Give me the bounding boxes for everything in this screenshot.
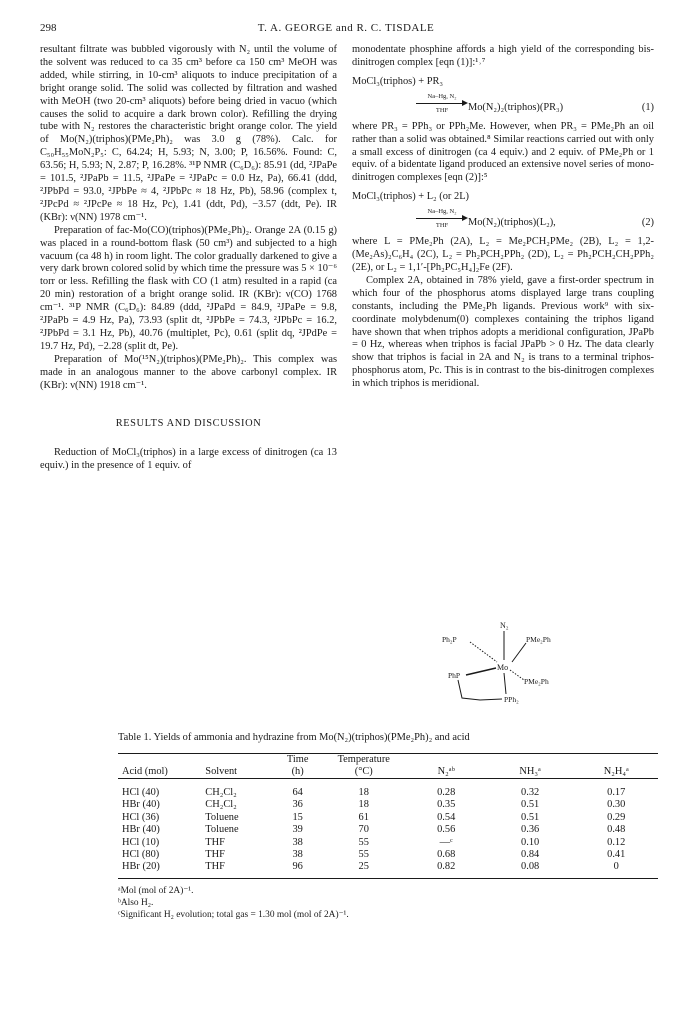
table-row	[118, 812, 658, 824]
table-header-row-1	[118, 754, 658, 767]
table-cell-n2: 0.35	[437, 799, 456, 811]
equation-1-conditions: Na–Hg, N₂	[427, 92, 457, 100]
table-cell-temp: 55	[358, 849, 369, 861]
equation-1-product: Mo(N₂)₂(triphos)(PR₃)	[468, 101, 564, 113]
col-header-n2h4: N₂H₄ᵃ	[603, 766, 629, 777]
equation-1-arrow	[416, 93, 468, 115]
table-cell-solvent: THF	[205, 849, 225, 861]
equation-2-product: Mo(N₂)(triphos)(L₂),	[468, 217, 556, 229]
col-header-solvent: Solvent	[205, 766, 238, 777]
table-cell-acid: HCl (10)	[122, 836, 160, 848]
table-cell-nh3: 0.32	[521, 787, 540, 798]
table-cell-n2h4: 0.17	[607, 787, 626, 798]
table-cell-n2: —ᶜ	[439, 836, 453, 848]
table-cell-temp: 25	[358, 861, 369, 873]
bond-mo-pph2	[504, 673, 506, 694]
table-body	[118, 787, 658, 874]
table-cell-time: 38	[292, 836, 303, 848]
table-cell-n2h4: 0.41	[607, 849, 626, 861]
table-cell-temp: 55	[358, 836, 369, 848]
label-pme2ph-right: PMe₂Ph	[524, 677, 549, 686]
paragraph-phosphine-reactions: where PR₃ = PPh₃ or PPh₂Me. However, when PR₃ = PMe₂Ph an oil rather than a solid was obtained.⁸ Similar reactions carried out with only a small excess of dinitrogen (ca 4 equiv.) and 2 equiv. of PMe₂Ph or 1 equiv. of a bidentate ligand produced an extensive novel series of mono-dinitrogen complexes [eqn (2)]:⁵	[352, 120, 654, 184]
col-header-temperature: Temperature	[337, 754, 390, 765]
table-cell-nh3: 0.10	[521, 836, 540, 848]
table-cell-temp: 18	[358, 799, 369, 811]
running-head-authors: T. A. GEORGE and R. C. TISDALE	[257, 22, 435, 34]
table-cell-nh3: 0.51	[521, 799, 540, 811]
label-mo: Mo	[497, 663, 509, 672]
table-row	[118, 849, 658, 861]
table-row	[118, 837, 658, 849]
table-cell-acid: HBr (40)	[122, 824, 160, 836]
table-cell-time: 38	[292, 849, 303, 861]
bond-mo-pme2ph-right	[510, 670, 524, 680]
table-cell-n2h4: 0.12	[607, 836, 626, 848]
col-header-nh3: NH₃ᵃ	[519, 766, 541, 777]
paragraph-ligand-definitions: where L = PMe₂Ph (2A), L₂ = Me₂PCH₂PMe₂ (2B), L₂ = 1,2-(Me₂As)₂C₆H₄ (2C), L₂ = Ph₂PCH₂PPh₂ (2D), L₂ = Ph₂PCH₂CH₂PPh₂ (2E), or L₂ = 1,1′-[Ph₂PC₅H₄]₂Fe (2F).	[352, 236, 654, 273]
label-pph2: PPh₂	[504, 695, 519, 704]
equation-2-number: (2)	[641, 217, 654, 229]
table-cell-solvent: Toluene	[205, 811, 239, 823]
table-cell-acid: HCl (40)	[122, 787, 160, 798]
table-cell-n2h4: 0.48	[607, 824, 626, 836]
table-cell-nh3: 0.84	[521, 849, 540, 861]
col-header-time: Time	[286, 754, 309, 765]
footnote-a: ᵃMol (mol of 2A)⁻¹.	[118, 885, 194, 896]
table-cell-acid: HCl (36)	[122, 811, 160, 823]
table-row	[118, 799, 658, 811]
equation-1-solvent: THF	[435, 106, 449, 114]
running-header	[40, 22, 652, 38]
equation-2-conditions: Na–Hg, N₂	[427, 208, 457, 216]
table-cell-n2h4: 0.29	[607, 811, 626, 823]
page-number: 298	[40, 22, 57, 34]
arrow-line	[416, 218, 464, 219]
table-cell-n2h4: 0.30	[607, 799, 626, 811]
table-cell-time: 36	[292, 799, 303, 811]
table-cell-temp: 18	[358, 787, 369, 798]
col-header-acid: Acid (mol)	[122, 766, 168, 777]
table-row	[118, 787, 658, 799]
left-column	[40, 44, 337, 473]
table-row	[118, 824, 658, 836]
table-cell-n2: 0.28	[437, 787, 456, 798]
paragraph-results-intro: Reduction of MoCl₃(triphos) in a large excess of dinitrogen (ca 13 equiv.) in the presence of 1 equiv. of	[40, 447, 337, 472]
equation-2-reactants: MoCl₃(triphos) + L₂ (or 2L)	[352, 191, 469, 203]
table-cell-temp: 61	[358, 811, 369, 823]
table-cell-n2: 0.54	[437, 811, 456, 823]
table-cell-solvent: THF	[205, 861, 225, 873]
molecular-structure-diagram	[440, 618, 570, 718]
table-cell-acid: HCl (80)	[122, 849, 160, 861]
col-header-time-unit: (h)	[291, 766, 304, 777]
table-cell-n2: 0.82	[437, 861, 456, 873]
equation-2	[352, 191, 654, 230]
paragraph-preparation-15n2: Preparation of Mo(¹⁵N₂)(triphos)(PMe₂Ph)₂. This complex was made in an analogous manner to the above carbonyl complex. IR (KBr): ν(NN) 1918 cm⁻¹.	[40, 353, 337, 391]
section-heading-results: RESULTS AND DISCUSSION	[115, 418, 262, 430]
table-footnotes	[118, 885, 658, 921]
arrow-head-icon	[462, 100, 468, 106]
table-row	[118, 861, 658, 873]
col-header-temperature-unit: (°C)	[354, 766, 373, 777]
table-cell-time: 64	[292, 787, 303, 798]
paragraph-experimental-continued: resultant filtrate was bubbled vigorously with N₂ until the volume of the solvent was reduced to ca 35 cm³ before ca 150 cm³ MeOH was added, while stirring, in 10-cm³ aliquots to induce precipitation of a bright orange solid. The solid was collected by filtration and washed with MeOH (two 20-cm³ aliquots) before being dried in vacuo (which causes the solid to acquire a dark brown color). Refilling the drying tube with N₂ restores the characteristic bright orange color. The yield of Mo(N₂)(triphos)(PMe₂Ph)₂ was 3.0 g (78%). Calc. for C₅₀H₅₅MoN₂P₅: C, 64.24; H, 5.93; N, 3.00; P, 16.56%. Found: C, 63.56; H, 5.93; N, 2.87; P, 16.28%. ³¹P NMR (C₆D₆): 85.91 (dd, ²JPaPe = 101.5, ²JPaPb = 11.5, ²JPaPe = ²JPaPc = 0.0 Hz, Pa), 66.41 (ddd, ²JPbPd = 93.0, ²JPbPe ≈ 4, ²JPbPc ≈ 18 Hz, Pb), 58.96 (complex t, ²JPcPd ≈ ²JPcPe ≈ 18 Hz, Pc), 1.41 (ddt, Pd), −3.57 (ddt, Pe). IR (KBr): ν(NN) 1978 cm⁻¹.	[40, 44, 337, 223]
table-cell-n2h4: 0	[613, 861, 619, 873]
equation-1-number: (1)	[641, 101, 654, 113]
chelate-backbone	[458, 680, 502, 700]
table-cell-solvent: THF	[205, 836, 225, 848]
table-cell-time: 39	[292, 824, 303, 836]
table-cell-nh3: 0.08	[521, 861, 540, 873]
equation-2-solvent: THF	[435, 222, 449, 230]
equation-2-arrow	[416, 208, 468, 230]
right-column	[352, 44, 654, 391]
table-cell-nh3: 0.36	[521, 824, 540, 836]
label-n2: N₂	[500, 621, 509, 630]
table-cell-solvent: CH₂Cl₂	[205, 787, 237, 798]
label-ph2p: Ph₂P	[442, 635, 457, 644]
paragraph-results-continued: monodentate phosphine affords a high yield of the corresponding bis-dinitrogen complex [eqn (1)]:¹˒⁷	[352, 44, 654, 68]
label-php: PhP	[448, 671, 461, 680]
bond-mo-php	[466, 668, 496, 675]
table-cell-acid: HBr (20)	[122, 861, 160, 873]
table-cell-solvent: CH₂Cl₂	[205, 799, 237, 811]
arrow-line	[416, 103, 464, 104]
bond-mo-pme2ph-top	[512, 643, 526, 662]
table-header-row-2	[118, 766, 658, 779]
table-cell-acid: HBr (40)	[122, 799, 160, 811]
paragraph-preparation-carbonyl: Preparation of fac-Mo(CO)(triphos)(PMe₂Ph)₂. Orange 2A (0.15 g) was placed in a round-bottom flask (50 cm³) and subjected to a high vacuum (ca 48 h) in room light. The color gradually darkened to give a very dark brown colored solid by which time the pressure was 5 × 10⁻⁶ torr or less. Refilling the flask with CO (1 atm) resulted in a rapid (ca 20 min) restoration of a bright orange solid. IR (KBr): ν(CO) 1768 cm⁻¹. ³¹P NMR (C₆D₆): 84.89 (ddd, ²JPaPd = 84.9, ²JPaPe = 9.8, ²JPaPb = 4.9 Hz, Pa), 73.93 (split dt, ²JPbPe = 74.3, ²JPbPc = 16.2, ²JPbPd = 3.1 Hz, Pb), 40.76 (multiplet, Pc), 0.61 (split dq, ²JPdPe = 19.7 Hz, Pd), −2.28 (split dt, Pe).	[40, 224, 337, 352]
table-caption: Table 1. Yields of ammonia and hydrazine from Mo(N₂)(triphos)(PMe₂Ph)₂ and acid	[118, 732, 470, 743]
label-pme2ph-top: PMe₂Ph	[526, 635, 551, 644]
equation-1-reactants: MoCl₃(triphos) + PR₃	[352, 75, 444, 87]
table-cell-time: 15	[292, 811, 303, 823]
yields-table	[118, 753, 658, 879]
table-cell-time: 96	[292, 861, 303, 873]
arrow-head-icon	[462, 215, 468, 221]
bond-mo-ph2p	[470, 642, 497, 662]
footnote-b: ᵇAlso H₂.	[118, 897, 154, 908]
table-cell-temp: 70	[358, 824, 369, 836]
paragraph-complex-2a: Complex 2A, obtained in 78% yield, gave a first-order spectrum in which four of the phosphorus atoms displayed large trans coupling constants, including the PMe₂Ph ligands. Previous work⁹ with six-coordinate molybdenum(0) complexes containing the triphos ligand have shown that when triphos adopts a meridional configuration, JPaPb = 0 Hz, whereas when triphos is facial JPaPb > 0 Hz. The data clearly show that triphos is facial in 2A and N₂ is trans to a terminal triphos-phosphorus atom, Pc. This is in contrast to the bis-dinitrogen complexes in which triphos is meridional.	[352, 274, 654, 390]
table-1	[118, 732, 658, 921]
footnote-c: ᶜSignificant H₂ evolution; total gas = 1.30 mol (mol of 2A)⁻¹.	[118, 909, 349, 920]
col-header-n2: N₂ᵃᵇ	[437, 766, 455, 777]
table-cell-nh3: 0.51	[521, 811, 540, 823]
table-cell-solvent: Toluene	[205, 824, 239, 836]
equation-1	[352, 76, 654, 115]
table-cell-n2: 0.68	[437, 849, 456, 861]
table-cell-n2: 0.56	[437, 824, 456, 836]
